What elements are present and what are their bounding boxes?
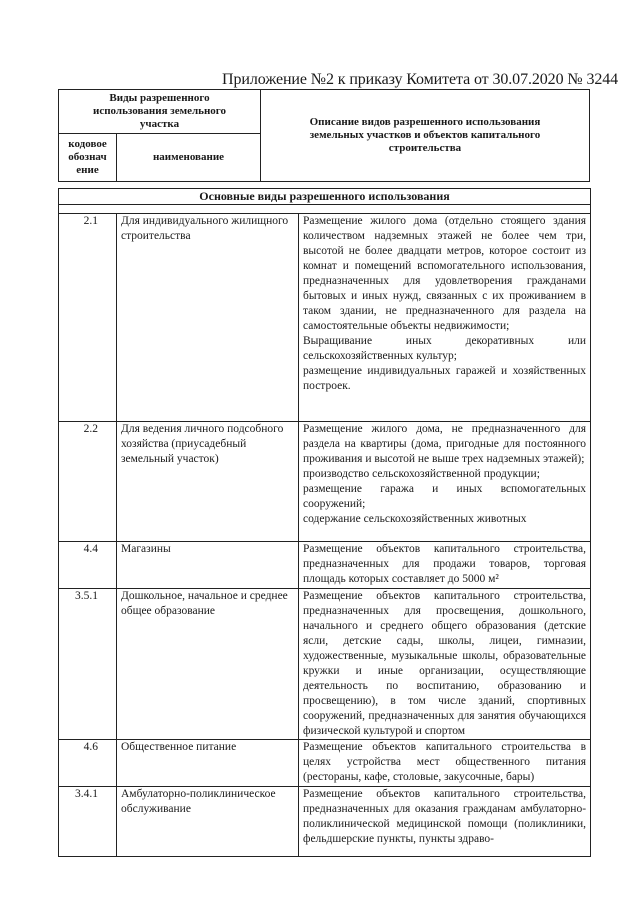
table-row	[59, 740, 591, 787]
table-row	[59, 787, 591, 857]
row-code: 2.2	[59, 422, 117, 542]
row-code: 3.5.1	[59, 589, 117, 740]
row-code: 3.4.1	[59, 787, 117, 857]
spacer	[59, 205, 591, 214]
row-name: Для индивидуального жилищного строительства	[117, 214, 299, 422]
row-name: Общественное питание	[117, 740, 299, 787]
row-code: 4.6	[59, 740, 117, 787]
desc-line: Размещение объектов капитального строительства, предназначенных для просвещения, дошкольного, начального и среднего общего образования (детские ясли, детские сады, школы, лицеи, гимназии, художественные, музыкальные школы, образовательные кружки и иные организации, осуществляющие деятельность по воспитанию, образованию и просвещению), в том числе зданий, спортивных сооружений, предназначенных для занятия обучающихся физической культурой и спортом	[303, 590, 587, 737]
appendix-title: Приложение №2 к приказу Комитета от 30.07.2020 № 3244	[222, 71, 619, 88]
table-row	[59, 214, 591, 422]
section-title: Основные виды разрешенного использования	[59, 189, 591, 205]
row-code: 2.1	[59, 214, 117, 422]
desc-line: Размещение объектов капитального строительства, предназначенных для продажи товаров, торговая площадь которых составляет до 5000 м²	[303, 543, 587, 585]
row-name: Амбулаторно-поликлиническое обслуживание	[117, 787, 299, 857]
table-row	[59, 589, 591, 740]
row-description	[299, 787, 591, 857]
row-description	[299, 542, 591, 589]
uses-table	[58, 188, 591, 857]
desc-line: размещение индивидуальных гаражей и хозяйственных построек.	[303, 365, 587, 392]
row-description	[299, 214, 591, 422]
desc-line: Размещение жилого дома, не предназначенного для раздела на квартиры (дома, пригодные для постоянного проживания и высотой не выше трех надземных этажей);	[303, 423, 587, 465]
row-description	[299, 422, 591, 542]
desc-line: содержание сельскохозяйственных животных	[303, 513, 527, 525]
row-code: 4.4	[59, 542, 117, 589]
row-name: Магазины	[117, 542, 299, 589]
row-name: Дошкольное, начальное и среднее общее образование	[117, 589, 299, 740]
table-row	[59, 422, 591, 542]
header-code: кодовое обознач ение	[59, 134, 117, 182]
desc-line: размещение гаража и иных вспомогательных сооружений;	[303, 483, 587, 510]
desc-line: Размещение жилого дома (отдельно стоящего здания количеством надземных этажей не более чем три, высотой не более двадцати метров, которое состоит из комнат и помещений вспомогательного использования, предназначенных для удовлетворения гражданами бытовых и иных нужд, связанных с их проживанием в таком здании, не предназначенного для раздела на самостоятельные объекты недвижимости;	[303, 215, 587, 332]
header-name: наименование	[117, 134, 261, 182]
header-description: Описание видов разрешенного использования земельных участков и объектов капитального строительства	[261, 90, 590, 182]
header-types: Виды разрешенного использования земельного участка	[59, 90, 261, 134]
table-row	[59, 542, 591, 589]
desc-line: Размещение объектов капитального строительства в целях устройства мест общественного питания (рестораны, кафе, столовые, закусочные, бары)	[303, 741, 587, 783]
row-description	[299, 740, 591, 787]
header-table	[58, 89, 590, 182]
row-description	[299, 589, 591, 740]
desc-line: производство сельскохозяйственной продукции;	[303, 468, 540, 480]
desc-line: Выращивание иных декоративных или сельскохозяйственных культур;	[303, 335, 587, 362]
row-name: Для ведения личного подсобного хозяйства (приусадебный земельный участок)	[117, 422, 299, 542]
desc-line: Размещение объектов капитального строительства, предназначенных для оказания гражданам амбулаторно-поликлинической медицинской помощи (поликлиники, фельдшерские пункты, пункты здраво-	[303, 788, 587, 845]
